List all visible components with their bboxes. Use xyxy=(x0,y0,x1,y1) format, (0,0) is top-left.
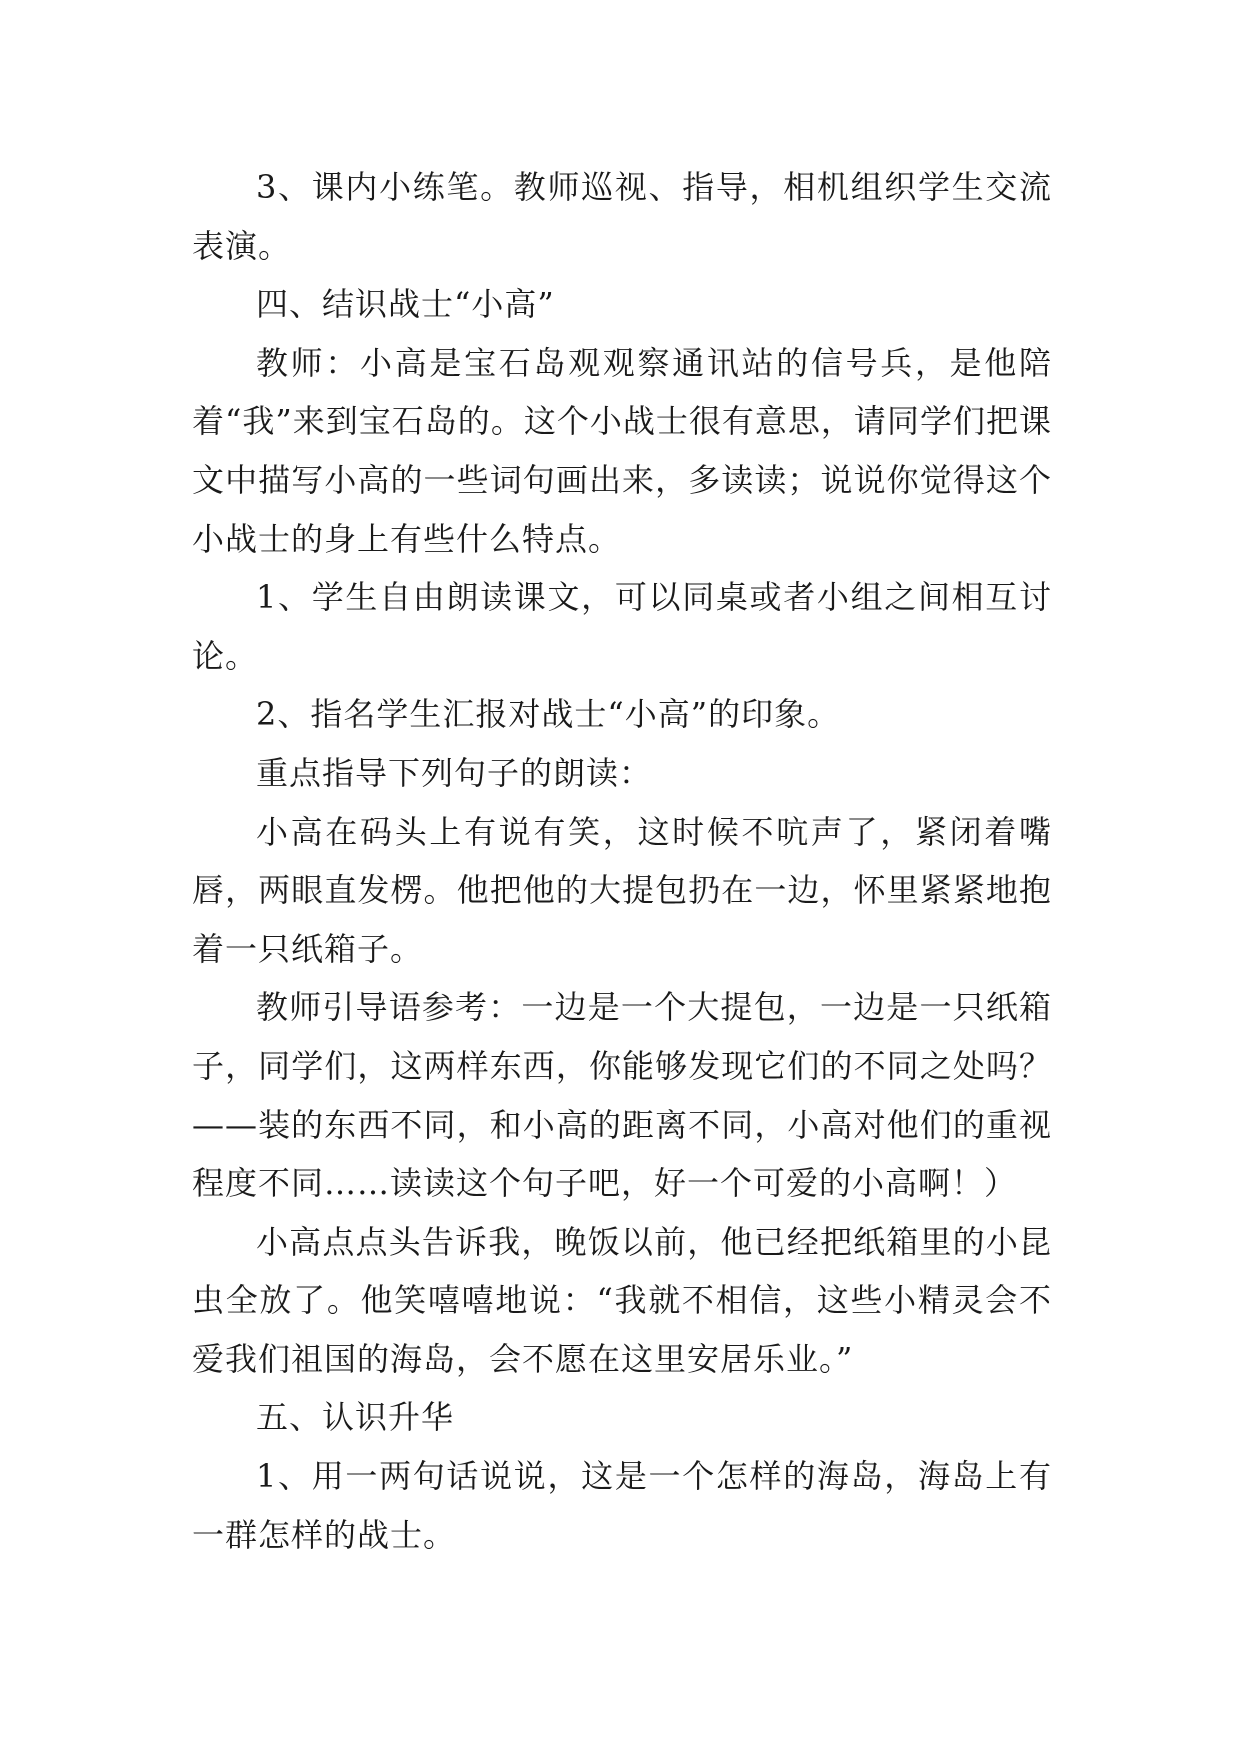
paragraph-reading-guide: 重点指导下列句子的朗读： xyxy=(256,753,653,792)
heading-section-five: 五、认识升华 xyxy=(256,1398,455,1437)
paragraph-summary: 1、用一两句话说说，这是一个怎样的海岛，海岛上有一群怎样的战士。 xyxy=(192,1457,1052,1554)
paragraph-step-two: 2、指名学生汇报对战士“小高”的印象。 xyxy=(256,695,841,734)
document-body xyxy=(192,158,1052,1564)
paragraph-quote-two: 小高点点头告诉我，晚饭以前，他已经把纸箱里的小昆虫全放了。他笑嘻嘻地说：“我就不相信，这些小精灵会不爱我们祖国的海岛，会不愿在这里安居乐业。” xyxy=(192,1222,1052,1378)
paragraph-practice: 3、课内小练笔。教师巡视、指导，相机组织学生交流表演。 xyxy=(192,168,1052,265)
paragraph-teacher-intro: 教师：小高是宝石岛观观察通讯站的信号兵，是他陪着“我”来到宝石岛的。这个小战士很有意思，请同学们把课文中描写小高的一些词句画出来，多读读；说说你觉得这个小战士的身上有些什么特点。 xyxy=(192,343,1052,558)
paragraph-teacher-guide: 教师引导语参考：一边是一个大提包，一边是一只纸箱子，同学们，这两样东西，你能够发现它们的不同之处吗？——装的东西不同，和小高的距离不同，小高对他们的重视程度不同……读读这个句子吧，好一个可爱的小高啊！） xyxy=(192,988,1052,1203)
heading-section-four: 四、结识战士“小高” xyxy=(256,285,555,324)
paragraph-step-one: 1、学生自由朗读课文，可以同桌或者小组之间相互讨论。 xyxy=(192,578,1052,675)
paragraph-quote-one: 小高在码头上有说有笑，这时候不吭声了，紧闭着嘴唇，两眼直发楞。他把他的大提包扔在一边，怀里紧紧地抱着一只纸箱子。 xyxy=(192,812,1052,968)
